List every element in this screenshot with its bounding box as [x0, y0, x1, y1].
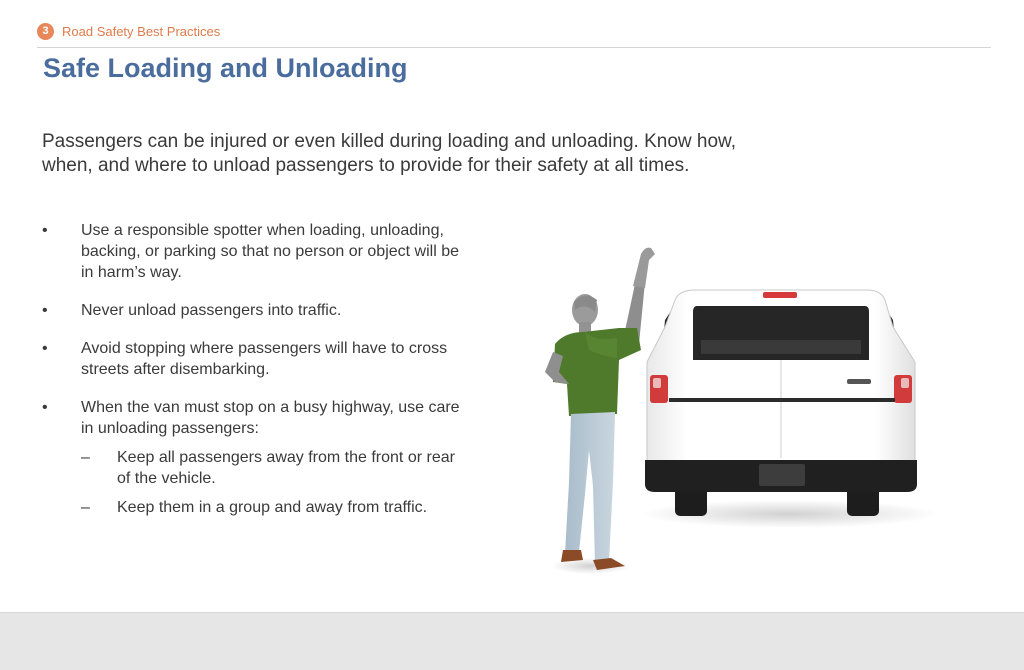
list-item [42, 220, 472, 283]
sub-bullet-marker: – [81, 449, 90, 466]
bullet-text: Never unload passengers into traffic. [81, 302, 342, 319]
sub-list-item [81, 447, 472, 489]
sub-bullet-text: Keep all passengers away from the front or rear of the vehicle. [117, 449, 455, 487]
spotter-and-van-illustration [525, 232, 945, 582]
page-title: Safe Loading and Unloading [43, 53, 408, 83]
bullet-marker: • [42, 399, 48, 416]
bullet-text: Use a responsible spotter when loading, unloading, backing, or parking so that no person or object will be in harm’s way. [81, 222, 459, 281]
breadcrumb-label: Road Safety Best Practices [62, 23, 221, 39]
sub-bullet-text: Keep them in a group and away from traffic. [117, 499, 428, 516]
spotter-figure [545, 248, 655, 574]
van-graphic [639, 290, 939, 528]
header-divider [37, 47, 991, 48]
bullet-marker: • [42, 340, 48, 357]
footer-bar [0, 612, 1024, 670]
bullet-list [42, 220, 472, 535]
list-item [42, 397, 472, 518]
bullet-marker: • [42, 222, 48, 239]
bullet-text: When the van must stop on a busy highway, use care in unloading passengers: [81, 399, 460, 437]
bullet-marker: • [42, 302, 48, 319]
sub-bullet-marker: – [81, 499, 90, 516]
sub-bullet-list [81, 447, 472, 518]
list-item [42, 338, 472, 380]
section-number-badge: 3 [37, 23, 54, 40]
intro-paragraph: Passengers can be injured or even killed during loading and unloading. Know how, when, and where to unload passengers to provide for their safety at all times. [42, 131, 736, 176]
breadcrumb [37, 21, 220, 41]
bullet-text: Avoid stopping where passengers will have to cross streets after disembarking. [81, 340, 448, 378]
sub-list-item [81, 497, 472, 518]
list-item [42, 300, 472, 321]
